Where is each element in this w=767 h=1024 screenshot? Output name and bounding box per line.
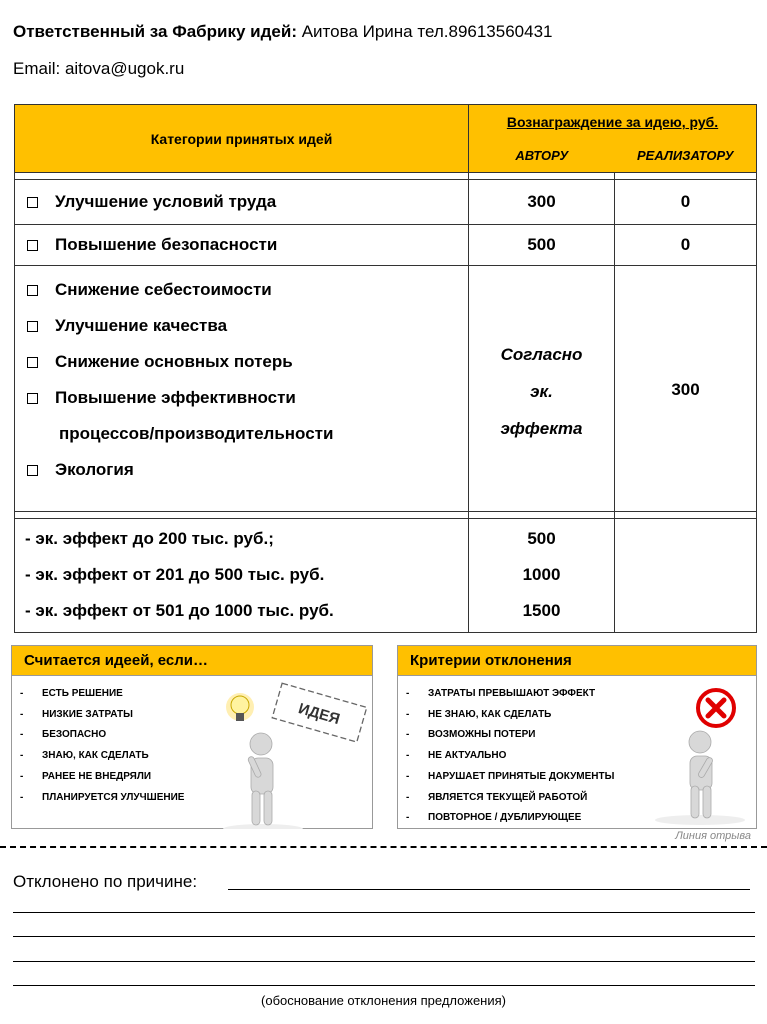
row-label: Повышение безопасности [55,235,278,254]
lightbulb-icon [226,693,254,721]
idea-illustration [207,674,372,829]
reject-illustration [638,678,756,826]
list-item: - ПОВТОРНОЕ / ДУБЛИРУЮЩЕЕ [406,812,582,824]
effect-value: 1500 [522,601,561,620]
list-item: - ЕСТЬ РЕШЕНИЕ [20,688,123,699]
group-author [469,266,615,512]
reason-line[interactable] [228,889,750,890]
group-row [15,266,757,512]
row-author: 300 [469,180,615,225]
effect-value: 1000 [522,565,561,584]
idea-box-title: Считается идеей, если… [12,646,372,676]
idea-sign [272,683,367,742]
list-item: - НЕ ЗНАЮ, КАК СДЕЛАТЬ [406,708,552,720]
sign-text: ИДЕЯ [296,700,342,729]
checkbox-icon [27,321,38,332]
header-author: АВТОРУ [469,139,615,173]
checkbox-icon [27,357,38,368]
row-implementer: 0 [615,225,757,266]
effect-implementer [615,519,757,633]
effect-value: 500 [527,529,556,548]
thinking-person-icon [655,731,745,825]
checkbox-icon [27,240,38,251]
table-row [15,225,757,266]
row-author: 500 [469,225,615,266]
list-item: - ВОЗМОЖНЫ ПОТЕРИ [406,729,536,741]
author-line: эффекта [500,419,583,438]
list-item: - РАНЕЕ НЕ ВНЕДРЯЛИ [20,770,152,782]
checkbox-icon [27,285,38,296]
checkbox-icon [27,197,38,208]
rejection-note: (обоснование отклонения предложения) [261,993,506,1008]
list-item: - ЗАТРАТЫ ПРЕВЫШАЮТ ЭФФЕКТ [406,688,596,699]
table-row [15,180,757,225]
list-item: - НАРУШАЕТ ПРИНЯТЫЕ ДОКУМЕНТЫ [406,770,615,782]
checkbox-icon [27,393,38,404]
header-categories: Категории принятых идей [15,105,469,173]
group-item-continuation: процессов/производительности [59,424,334,443]
header-implementer: РЕАЛИЗАТОРУ [615,139,757,173]
list-item: - НИЗКИЕ ЗАТРАТЫ [20,708,133,720]
effect-label: - эк. эффект до 200 тыс. руб.; [25,529,274,548]
tear-line [0,846,767,848]
reason-line[interactable] [13,912,755,913]
thinking-person-icon [223,733,303,829]
reason-line[interactable] [13,936,755,937]
group-item: Снижение основных потерь [55,352,293,371]
reason-line[interactable] [13,961,755,962]
list-item: - ЗНАЮ, КАК СДЕЛАТЬ [20,750,149,762]
row-implementer: 0 [615,180,757,225]
checkbox-icon [27,465,38,476]
group-implementer: 300 [615,266,757,512]
list-item: - ЯВЛЯЕТСЯ ТЕКУЩЕЙ РАБОТОЙ [406,791,588,803]
author-line: эк. [530,382,553,401]
group-item: Экология [55,460,134,479]
effect-label: - эк. эффект от 501 до 1000 тыс. руб. [25,601,334,620]
tear-line-label: Линия отрыва [675,830,751,842]
email-line: Email: aitova@ugok.ru [13,59,185,78]
list-item: - БЕЗОПАСНО [20,729,107,741]
responsible-value: Аитова Ирина тел.89613560431 [297,22,553,41]
group-item: Повышение эффективности [55,388,296,407]
effect-label: - эк. эффект от 201 до 500 тыс. руб. [25,565,325,584]
list-item: - ПЛАНИРУЕТСЯ УЛУЧШЕНИЕ [20,791,185,803]
header-reward: Вознаграждение за идею, руб. [469,105,757,140]
list-item: - НЕ АКТУАЛЬНО [406,750,507,762]
rejection-criteria-box [397,645,757,829]
reject-box-title: Критерии отклонения [398,646,756,676]
effect-row [15,519,757,633]
reject-x-icon [698,690,734,726]
responsible-line [13,22,553,42]
responsible-label: Ответственный за Фабрику идей: [13,22,297,41]
idea-criteria-box [11,645,373,829]
author-line: Согласно [500,345,583,364]
row-label: Улучшение условий труда [55,192,277,211]
rejected-label: Отклонено по причине: [13,872,198,891]
reward-table [14,104,757,633]
reason-line[interactable] [13,985,755,986]
group-item: Снижение себестоимости [55,280,272,299]
group-item: Улучшение качества [55,316,228,335]
